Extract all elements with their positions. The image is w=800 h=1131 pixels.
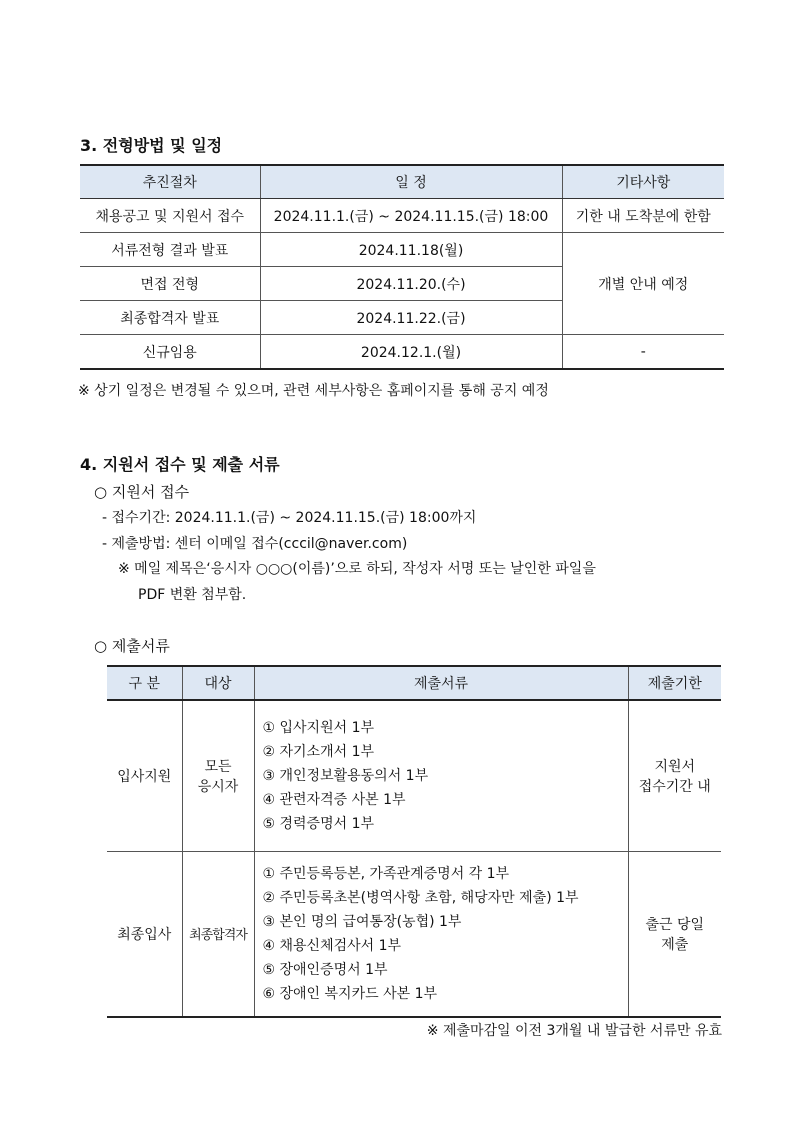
target-cell xyxy=(182,700,254,851)
deadline-line: 지원서 xyxy=(654,758,696,775)
list-item: ③ 개인정보활용동의서 1부 xyxy=(262,767,429,784)
deadline-cell xyxy=(628,851,721,1017)
step-cell: 서류전형 결과 발표 xyxy=(80,233,260,267)
note-cell: - xyxy=(562,335,724,370)
date-cell: 2024.11.18(월) xyxy=(260,233,562,267)
mail-note-line2: PDF 변환 첨부함. xyxy=(138,587,247,603)
list-item: ⑤ 경력증명서 1부 xyxy=(262,815,375,832)
date-cell: 2024.11.22.(금) xyxy=(260,301,562,335)
deadline-line: 출근 당일 xyxy=(645,916,705,933)
table-row xyxy=(107,700,721,851)
merged-note-cell: 개별 안내 예정 xyxy=(562,233,724,335)
list-item: ④ 채용신체검사서 1부 xyxy=(262,937,402,954)
table-row xyxy=(107,851,721,1017)
receipt-period: - 접수기간: 2024.11.1.(금) ~ 2024.11.15.(금) 18:00까지 xyxy=(102,510,477,526)
section-3-heading: 3. 전형방법 및 일정 xyxy=(80,136,223,155)
list-item: ③ 본인 명의 급여통장(농협) 1부 xyxy=(262,913,462,930)
deadline-line: 제출 xyxy=(661,936,689,953)
category-cell: 입사지원 xyxy=(107,700,182,851)
header-category: 구 분 xyxy=(107,666,182,700)
deadline-cell xyxy=(628,700,721,851)
step-cell: 최종합격자 발표 xyxy=(80,301,260,335)
header-step: 추진절차 xyxy=(80,165,260,199)
schedule-footnote: ※ 상기 일정은 변경될 수 있으며, 관련 세부사항은 홈페이지를 통해 공지 예정 xyxy=(78,383,549,399)
schedule-table xyxy=(80,164,724,370)
list-item: ⑤ 장애인증명서 1부 xyxy=(262,961,388,978)
list-item: ① 주민등록등본, 가족관계증명서 각 1부 xyxy=(262,865,510,882)
header-target: 대상 xyxy=(182,666,254,700)
step-cell: 면접 전형 xyxy=(80,267,260,301)
target-line: 모든 xyxy=(204,758,232,775)
header-date: 일 정 xyxy=(260,165,562,199)
documents-cell xyxy=(254,851,628,1017)
date-cell: 2024.12.1.(월) xyxy=(260,335,562,370)
date-cell: 2024.11.20.(수) xyxy=(260,267,562,301)
list-item: ④ 관련자격증 사본 1부 xyxy=(262,791,406,808)
table-row xyxy=(80,199,724,233)
docs-header-row xyxy=(107,666,721,700)
docs-title: ○ 제출서류 xyxy=(94,637,170,655)
documents-footnote: ※ 제출마감일 이전 3개월 내 발급한 서류만 유효 xyxy=(426,1023,722,1039)
list-item: ⑥ 장애인 복지카드 사본 1부 xyxy=(262,985,437,1002)
target-line: 응시자 xyxy=(197,778,239,795)
category-cell: 최종입사 xyxy=(107,851,182,1017)
target-cell: 최종합격자 xyxy=(182,851,254,1017)
list-item: ① 입사지원서 1부 xyxy=(262,719,375,736)
section-4-heading: 4. 지원서 접수 및 제출 서류 xyxy=(80,455,280,474)
table-row xyxy=(80,335,724,370)
documents-table xyxy=(107,665,721,1018)
note-cell: 기한 내 도착분에 한함 xyxy=(562,199,724,233)
step-cell: 신규임용 xyxy=(80,335,260,370)
list-item: ② 주민등록초본(병역사항 초함, 해당자만 제출) 1부 xyxy=(262,889,579,906)
date-cell: 2024.11.1.(금) ~ 2024.11.15.(금) 18:00 xyxy=(260,199,562,233)
deadline-line: 접수기간 내 xyxy=(638,778,711,795)
schedule-header-row xyxy=(80,165,724,199)
header-deadline: 제출기한 xyxy=(628,666,721,700)
documents-cell xyxy=(254,700,628,851)
step-cell: 채용공고 및 지원서 접수 xyxy=(80,199,260,233)
mail-note-line1: ※ 메일 제목은‘응시자 ○○○(이름)’으로 하되, 작성자 서명 또는 날인한 파일을 xyxy=(118,561,596,577)
table-row xyxy=(80,233,724,267)
list-item: ② 자기소개서 1부 xyxy=(262,743,375,760)
header-documents: 제출서류 xyxy=(254,666,628,700)
header-note: 기타사항 xyxy=(562,165,724,199)
receipt-method: - 제출방법: 센터 이메일 접수(cccil@naver.com) xyxy=(102,536,408,552)
receipt-title: ○ 지원서 접수 xyxy=(94,483,190,501)
